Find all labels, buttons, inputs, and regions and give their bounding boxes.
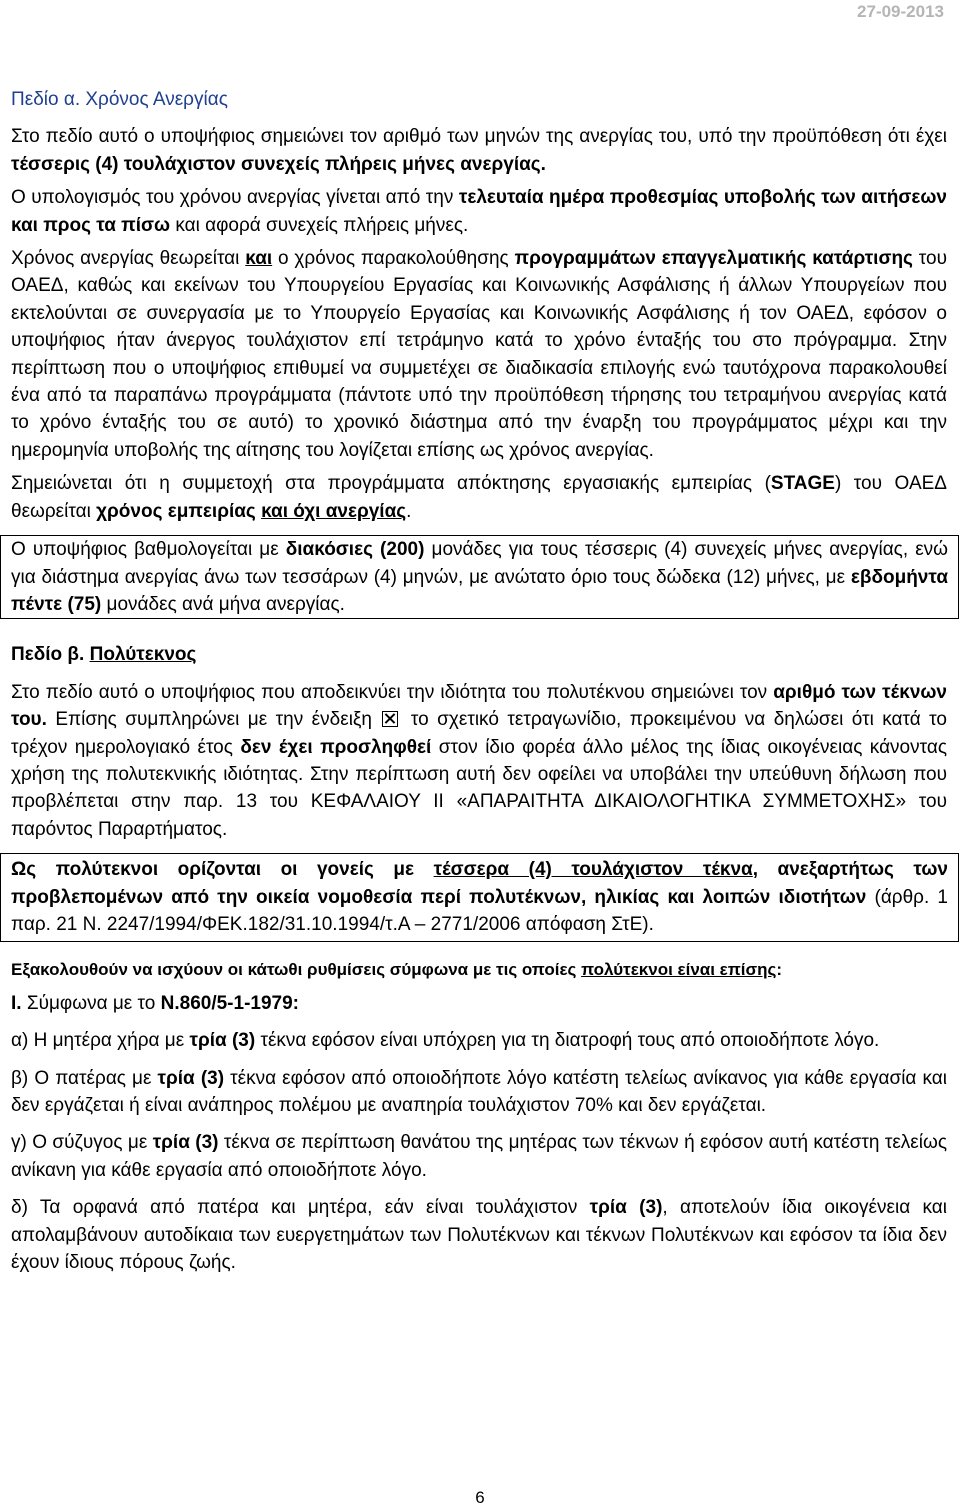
text: Στο πεδίο αυτό ο υποψήφιος που αποδεικνύει την ιδιότητα του πολυτέκνου σημειώνει τον	[11, 681, 774, 703]
emphasis: διακόσιες (200)	[285, 539, 425, 561]
emphasis: STAGE	[770, 473, 835, 495]
list-item-b	[11, 1065, 947, 1120]
definition-box-large-family	[0, 853, 959, 942]
text: ) του ΟΑΕΔ θεωρείται	[11, 473, 947, 522]
scoring-box-unemployment	[0, 535, 959, 619]
section-b-title-prefix: Πεδίο β.	[11, 644, 90, 666]
text: Χρόνος ανεργίας θεωρείται	[11, 248, 246, 270]
text: Στο πεδίο αυτό ο υποψήφιος σημειώνει τον αριθμό των μηνών της ανεργίας του, υπό την προϋπόθεση ότι έχει	[11, 126, 947, 148]
definition-text	[11, 856, 948, 938]
section-a-title	[11, 86, 947, 113]
text: (άρθρ. 1 παρ. 21 Ν. 2247/1994/ΦΕΚ.182/31.10.1994/τ.Α – 2771/2006 απόφαση ΣτΕ).	[11, 886, 948, 935]
emphasis-underlined: πολύτεκνοι είναι επίσης	[581, 960, 777, 980]
emphasis: :	[776, 960, 783, 980]
emphasis: τρία (3)	[157, 1067, 225, 1089]
section-a-title-text: Πεδίο α. Χρόνος Ανεργίας	[11, 89, 228, 110]
space	[414, 859, 434, 880]
section-a-paragraph-2	[11, 184, 947, 239]
emphasis: τρία (3)	[189, 1030, 256, 1052]
section-a-paragraph-3	[11, 245, 947, 464]
emphasis: αριθμό των τέκνων του.	[11, 681, 947, 731]
text: τέκνα σε περίπτωση θανάτου της μητέρας των τέκνων ή εφόσον αυτή κατέστη τελείως ανίκανη για κάθε εργασία από οποιοδήποτε λόγο.	[11, 1132, 947, 1181]
text: τέκνα εφόσον είναι υπόχρεη για τη διατροφή τους από οποιοδήποτε λόγο.	[255, 1030, 880, 1052]
text: του ΟΑΕΔ, καθώς και εκείνων του Υπουργείου Εργασίας και Κοινωνικής Ασφάλισης ή άλλων Υπουργείων που εκτελούνται σε συνεργασία με το Υπουργείο Εργασίας και Κοινωνικής Ασφάλισης ή τον ΟΑΕΔ, εφόσον ο υποψήφιος ήταν άνεργος τουλάχιστον επί τετράμηνο κατά το χρόνο ένταξής του στο πρόγραμμα. Στην περίπτωση που ο υποψήφιος επιθυμεί να συμμετέχει σε διαδικασία επιλογής ενώ ταυτόχρονα παρακολουθεί ένα από τα παραπάνω προγράμματα (πάντοτε υπό την προϋπόθεση τήρησης του τετραμήνου ανεργίας κατά το χρόνο ένταξής του σε αυτό) το χρονικό διάστημα από την έναρξη του προγράμματος μέχρι και την ημερομηνία υποβολής της αίτησης του λογίζεται επίσης ως χρόνος ανεργίας.	[11, 248, 947, 461]
page-number: 6	[475, 1488, 485, 1507]
text: Ο υποψήφιος βαθμολογείται με	[11, 539, 286, 561]
section-b-paragraph-1	[11, 679, 947, 843]
section-b-title	[11, 641, 947, 668]
emphasis: τρία (3)	[589, 1197, 663, 1219]
document-body	[11, 86, 947, 1276]
text: δ) Τα ορφανά από πατέρα και μητέρα, εάν είναι τουλάχιστον	[11, 1197, 590, 1219]
list-item-d	[11, 1194, 947, 1276]
list-item-a	[11, 1027, 947, 1054]
text: μονάδες για τους τέσσερις (4) συνεχείς μήνες ανεργίας, ενώ για διάστημα ανεργίας άνω των τεσσάρων (4) μηνών, με ανώτατο όριο τους δώδεκα (12) μήνες, με	[11, 539, 948, 588]
emphasis: Εξακολουθούν να ισχύουν οι κάτωθι ρυθμίσεις σύμφωνα με τις οποίες	[11, 960, 582, 980]
list-item-c	[11, 1129, 947, 1184]
law-number: Ν.860/5-1-1979:	[160, 992, 299, 1014]
text: γ) Ο σύζυγος με	[11, 1132, 153, 1154]
emphasis: τρία (3)	[152, 1132, 219, 1154]
section-b-paragraph-2	[11, 956, 947, 983]
section-b-title-main: Πολύτεκνος	[89, 644, 197, 666]
emphasis: Ως πολύτεκνοι ορίζονται οι γονείς με	[11, 859, 415, 881]
text: α) Η μητέρα χήρα με	[11, 1030, 190, 1052]
page-date: 27-09-2013	[857, 2, 944, 21]
emphasis: χρόνος εμπειρίας	[96, 500, 256, 522]
text: Επίσης συμπληρώνει με την ένδειξη	[46, 709, 381, 731]
text: ο χρόνος παρακολούθησης	[272, 248, 515, 270]
text: μονάδες ανά μήνα ανεργίας.	[101, 593, 345, 615]
section-a-paragraph-1	[11, 123, 947, 178]
emphasis: , ανεξαρτήτως των προβλεπομένων από την οικεία νομοθεσία περί πολυτέκνων, ηλικίας και λοιπών ιδιοτήτων	[11, 859, 948, 908]
roman-numeral: Ι.	[11, 992, 27, 1014]
emphasis: προγραμμάτων επαγγελματικής κατάρτισης	[514, 248, 913, 270]
text: και αφορά συνεχείς πλήρεις μήνες.	[170, 214, 469, 236]
text: β) Ο πατέρας με	[11, 1067, 158, 1089]
emphasis-underlined: τέσσερα (4) τουλάχιστον τέκνα	[433, 859, 753, 881]
law-reference	[11, 990, 947, 1017]
scoring-text	[11, 536, 948, 618]
text: Σημειώνεται ότι η συμμετοχή στα προγράμματα απόκτησης εργασιακής εμπειρίας (	[11, 473, 771, 495]
text: , αποτελούν ίδια οικογένεια και απολαμβάνουν αυτοδίκαια των ευεργετημάτων των Πολυτέκνων και τέκνων Πολυτέκνων και εφόσον τα ίδια δεν έχουν ίδιους πόρους ζωής.	[11, 1197, 947, 1274]
text: Ο υπολογισμός του χρόνου ανεργίας γίνεται από την	[11, 187, 459, 209]
text: τέκνα εφόσον από οποιοδήποτε λόγο κατέστη τελείως ανίκανος για κάθε εργασία και δεν εργάζεται ή είναι ανάπηρος πολέμου με αναπηρία τουλάχιστον 70% και δεν εργάζεται.	[11, 1067, 947, 1116]
emphasis: τέσσερις (4) τουλάχιστον συνεχείς πλήρεις μήνες ανεργίας.	[11, 153, 546, 175]
text: Σύμφωνα με το	[26, 992, 161, 1014]
emphasis-underlined: και	[245, 248, 273, 270]
emphasis: δεν έχει προσληφθεί	[240, 736, 432, 758]
emphasis: εβδομήντα πέντε (75)	[11, 566, 948, 615]
emphasis-underlined: και όχι ανεργίας	[261, 500, 407, 522]
text: .	[406, 500, 412, 522]
text: το σχετικό τετραγωνίδιο, προκειμένου να δηλώσει ότι κατά το τρέχον ημερολογιακό έτος	[11, 709, 947, 758]
emphasis: τελευταία ημέρα προθεσμίας υποβολής των αιτήσεων και προς τα πίσω	[11, 187, 947, 236]
checkbox-x-icon	[382, 711, 398, 727]
section-a-paragraph-4	[11, 470, 947, 525]
text: στον ίδιο φορέα άλλο μέλος της ίδιας οικογένειας κάνοντας χρήση της πολυτεκνικής ιδιότητας. Στην περίπτωση αυτή δεν οφείλει να υποβάλει την υπεύθυνη δήλωση που προβλέπεται στην παρ. 13 του ΚΕΦΑΛΑΙΟΥ ΙΙ «ΑΠΑΡΑΙΤΗΤΑ ΔΙΚΑΙΟΛΟΓΗΤΙΚΑ ΣΥΜΜΕΤΟΧΗΣ» του παρόντος Παραρτήματος.	[11, 736, 947, 840]
